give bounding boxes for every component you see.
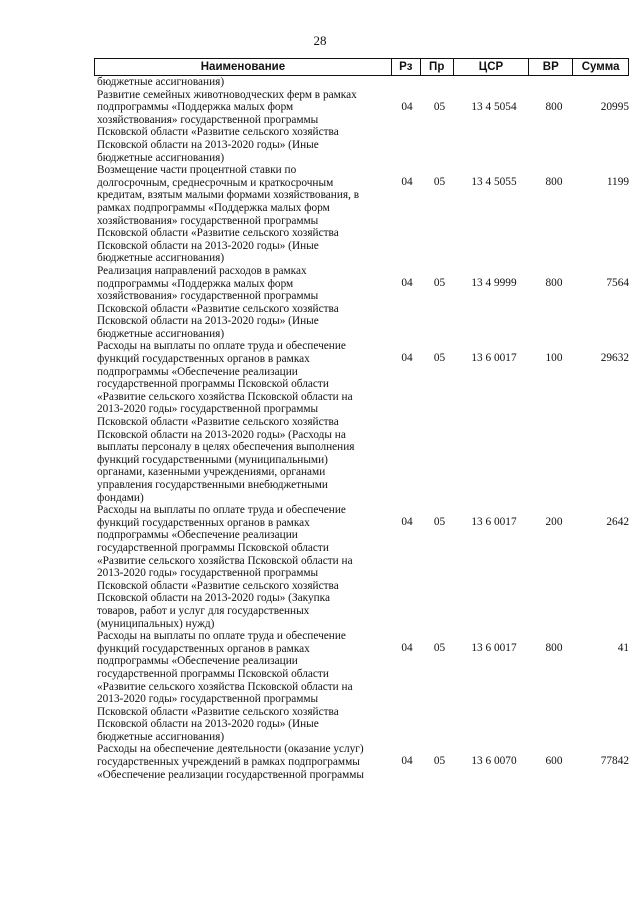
row-csr: 13 6 0070	[471, 755, 517, 768]
row-name: Расходы на выплаты по оплате труда и обеспечение функций государственных органов в рамках подпрограммы «Обеспечение реализации государственной программы Псковской области «Развитие сельского хозяйства Псковской области на 2013-2020 годы» государственной программы Псковской области «Развитие сельского хозяйства Псковской области на 2013-2020 годы» (Закупка товаров, работ и услуг для государственных (муниципальных) нужд)	[97, 504, 353, 630]
row-csr: 13 4 9999	[471, 276, 517, 289]
row-sum: 7564	[606, 276, 629, 289]
row-rz: 04	[401, 352, 413, 365]
row-pr: 05	[433, 276, 446, 289]
row-rz: 04	[401, 176, 413, 189]
row-name: Расходы на обеспечение деятельности (оказание услуг) государственных учреждений в рамках подпрограммы «Обеспечение реализации государственной программы	[97, 743, 365, 781]
table-row	[94, 504, 629, 630]
row-name: Возмещение части процентной ставки по долгосрочным, среднесрочным и краткосрочным кредитам, взятым малыми формами хозяйствования, в рамках подпрограммы «Поддержка малых форм хозяйствования» государственной программы Псковской области «Развитие сельского хозяйства Псковской области на 2013-2020 годы» (Иные бюджетные ассигнования)	[97, 164, 360, 265]
table-row	[94, 164, 629, 265]
row-csr: 13 6 0017	[471, 352, 517, 365]
header-pr: Пр	[421, 59, 454, 75]
row-name: Реализация направлений расходов в рамках подпрограммы «Поддержка малых форм хозяйствования» государственной программы Псковской области «Развитие сельского хозяйства Псковской области на 2013-2020 годы» (Иные бюджетные ассигнования)	[97, 264, 339, 340]
row-vr: 200	[545, 516, 563, 529]
row-sum: 77842	[600, 755, 629, 768]
header-rz: Рз	[392, 59, 421, 75]
table-header	[94, 58, 629, 76]
row-name: Развитие семейных животноводческих ферм в рамках подпрограммы «Поддержка малых форм хозяйствования» государственной программы Псковской области «Развитие сельского хозяйства Псковской области на 2013-2020 годы» (Иные бюджетные ассигнования)	[97, 88, 357, 164]
table-row	[94, 340, 629, 504]
row-sum: 29632	[600, 352, 629, 365]
header-sum: Сумма	[581, 61, 620, 73]
header-name: Наименование	[95, 59, 392, 75]
row-pr: 05	[433, 176, 446, 189]
table-row	[94, 630, 629, 743]
row-rz: 04	[401, 755, 413, 768]
row-sum: 1199	[606, 176, 629, 189]
row-vr: 800	[545, 642, 563, 655]
row-vr: 800	[545, 100, 563, 113]
row-csr: 13 6 0017	[471, 642, 517, 655]
row-pr: 05	[433, 352, 446, 365]
table-row-continuation	[94, 76, 629, 89]
page-number: 28	[313, 33, 327, 48]
row-vr: 600	[545, 755, 563, 768]
row-vr: 800	[545, 276, 563, 289]
row-sum: 20995	[600, 100, 629, 113]
row-pr: 05	[433, 100, 446, 113]
row-sum: 41	[617, 642, 629, 655]
row-sum: 2642	[606, 516, 629, 529]
row-csr: 13 4 5055	[471, 176, 517, 189]
row-rz: 04	[401, 276, 413, 289]
table-body	[94, 76, 629, 781]
row-csr: 13 6 0017	[471, 516, 517, 529]
row-rz: 04	[401, 516, 413, 529]
table-row	[94, 743, 629, 781]
row-name: Расходы на выплаты по оплате труда и обеспечение функций государственных органов в рамках подпрограммы «Обеспечение реализации государственной программы Псковской области «Развитие сельского хозяйства Псковской области на 2013-2020 годы» государственной программы Псковской области «Развитие сельского хозяйства Псковской области на 2013-2020 годы» (Иные бюджетные ассигнования)	[97, 630, 353, 743]
header-csr: ЦСР	[454, 59, 530, 75]
header-vr: ВР	[529, 59, 573, 75]
row-name: Расходы на выплаты по оплате труда и обеспечение функций государственных органов в рамках подпрограммы «Обеспечение реализации государственной программы Псковской области «Развитие сельского хозяйства Псковской области на 2013-2020 годы» государственной программы Псковской области «Развитие сельского хозяйства Псковской области на 2013-2020 годы» (Расходы на выплаты персоналу в целях обеспечения выполнения функций государственными (муниципальными) органами, казенными учреждениями, органами управления государственными внебюджетными фондами)	[97, 340, 355, 504]
table-row	[94, 89, 629, 165]
row-vr: 100	[545, 352, 563, 365]
row-csr: 13 4 5054	[471, 100, 517, 113]
table-row	[94, 265, 629, 341]
row-pr: 05	[433, 516, 446, 529]
row-vr: 800	[545, 176, 563, 189]
row-name: бюджетные ассигнования)	[97, 76, 225, 88]
row-pr: 05	[433, 755, 446, 768]
row-rz: 04	[401, 642, 413, 655]
row-rz: 04	[401, 100, 413, 113]
row-pr: 05	[433, 642, 446, 655]
